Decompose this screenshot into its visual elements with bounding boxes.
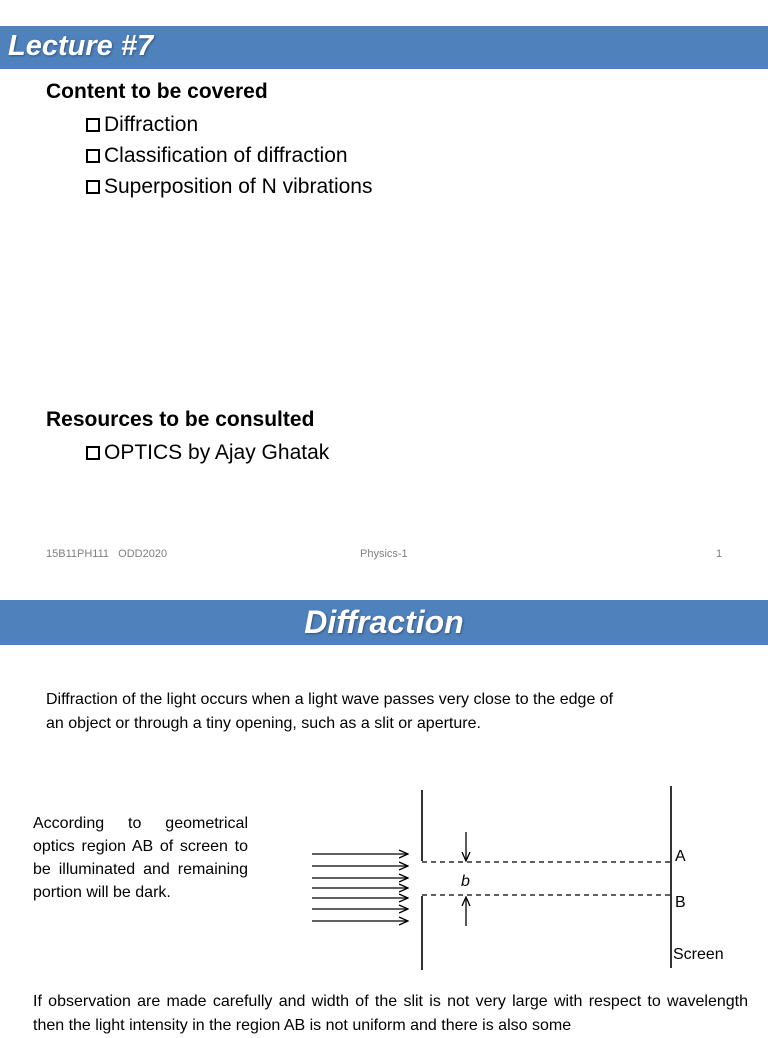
intro-line: an object or through a tiny opening, such as a slit or aperture. — [46, 715, 481, 732]
geometric-optics-text: According to geometrical optics region AB of screen to be illuminated and remaining portion will be dark. — [33, 815, 248, 901]
slit-width-label: b — [461, 873, 470, 890]
point-a-label: A — [675, 848, 686, 865]
checkbox-square-icon — [86, 118, 100, 132]
screen-label: Screen — [673, 946, 724, 963]
footer-subject: Physics-1 — [360, 548, 408, 560]
content-heading: Content to be covered — [46, 80, 268, 103]
list-item-label: OPTICS by Ajay Ghatak — [104, 441, 330, 464]
observation-paragraph: If observation are made carefully and width of the slit is not very large with respect to wavelength then the light intensity in the region AB is not uniform and there is also some — [33, 993, 748, 1034]
list-item-label: Diffraction — [104, 113, 199, 136]
resources-list — [86, 437, 329, 468]
list-item — [86, 171, 372, 202]
slide-1-title: Lecture #7 — [8, 30, 154, 62]
intro-paragraph — [46, 688, 706, 736]
list-item-label: Superposition of N vibrations — [104, 175, 373, 198]
point-b-label: B — [675, 894, 686, 911]
checkbox-square-icon — [86, 446, 100, 460]
list-item-label: Classification of diffraction — [104, 144, 348, 167]
slide-2-title: Diffraction — [304, 604, 464, 640]
slide-2 — [0, 576, 768, 1034]
list-item — [86, 109, 372, 140]
checkbox-square-icon — [86, 180, 100, 194]
geometric-shadow-lines — [422, 862, 670, 895]
single-slit-diagram — [300, 782, 740, 978]
checkbox-square-icon — [86, 149, 100, 163]
incident-rays — [312, 854, 408, 921]
footer-page-number: 1 — [716, 548, 723, 560]
list-item — [86, 140, 372, 171]
slide-2-title-bar — [0, 600, 768, 645]
resources-heading: Resources to be consulted — [46, 408, 315, 431]
content-list — [86, 109, 372, 202]
intro-line: Diffraction of the light occurs when a light wave passes very close to the edge of — [46, 691, 614, 708]
list-item — [86, 437, 329, 468]
footer-course-code: 15B11PH111 ODD2020 — [46, 548, 168, 560]
slide-1-title-bar — [0, 26, 768, 69]
